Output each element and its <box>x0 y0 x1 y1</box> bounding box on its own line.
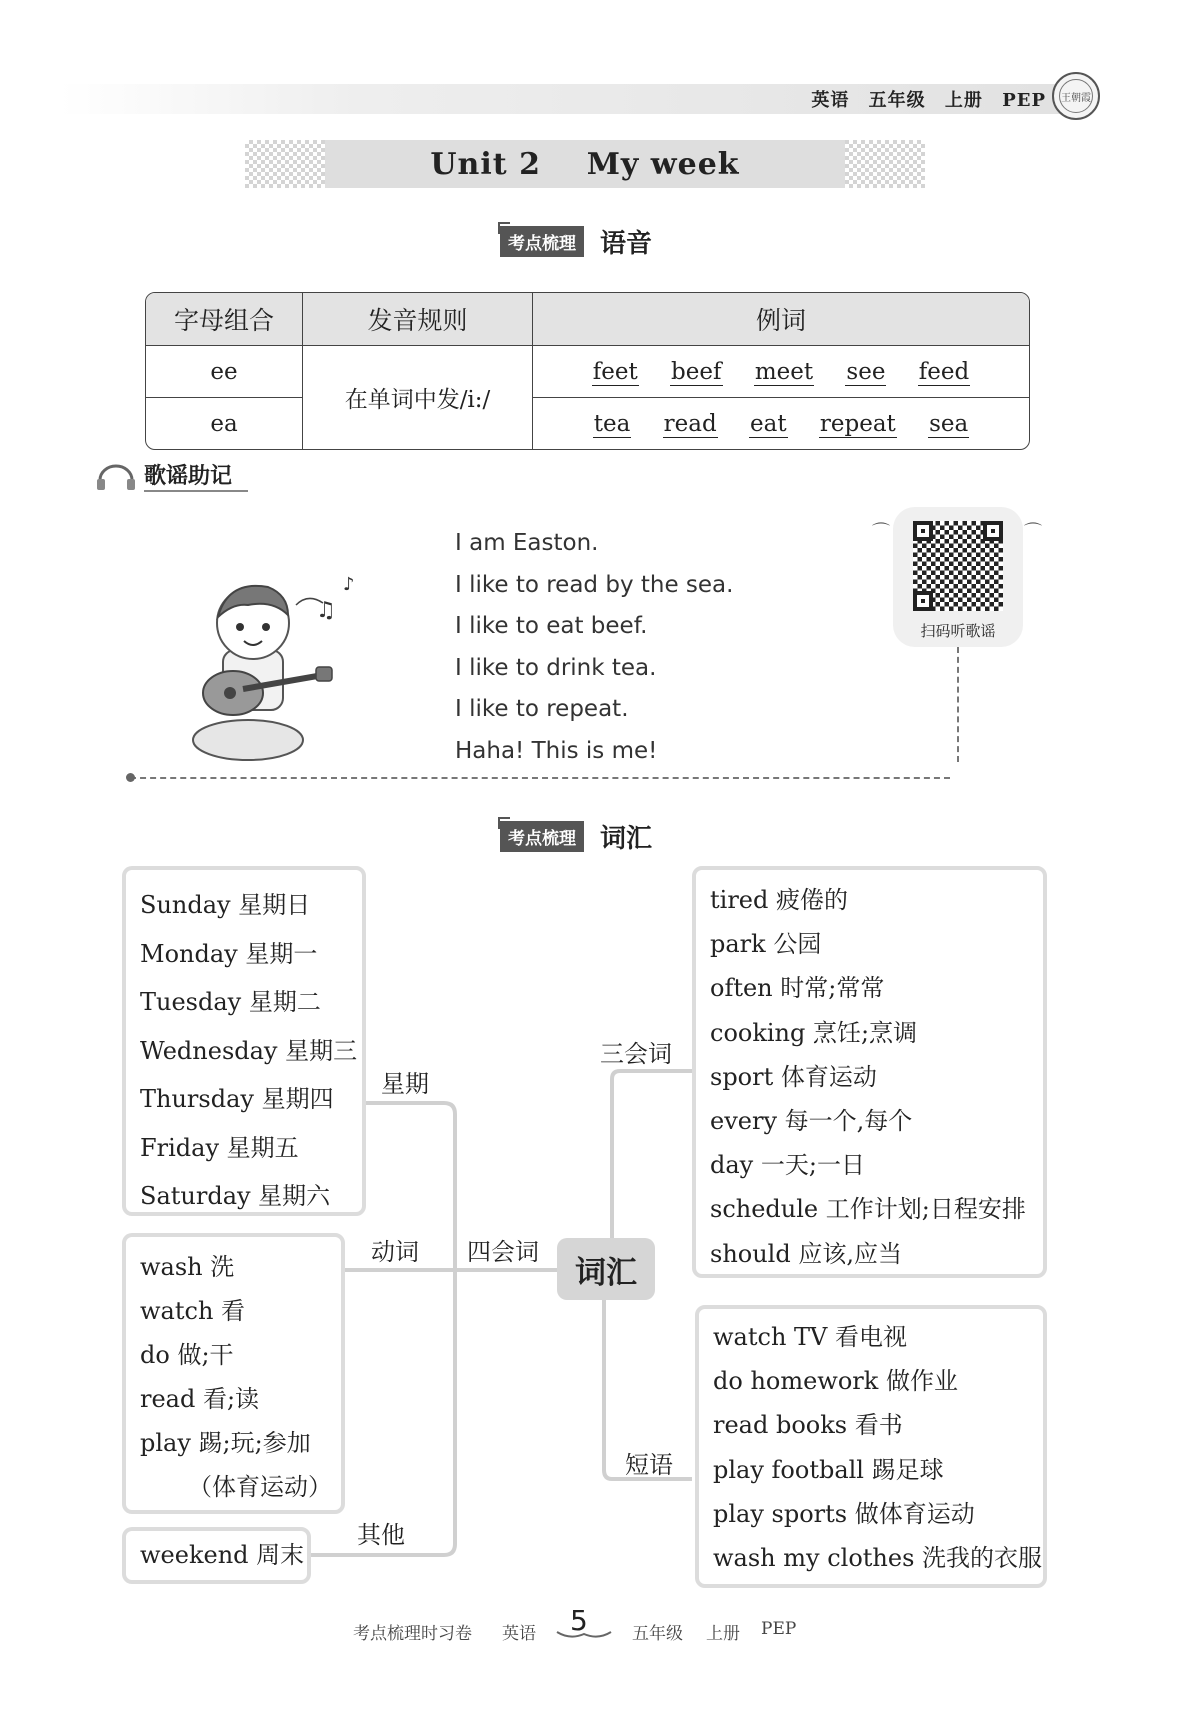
example-word: eat <box>750 410 787 437</box>
list-item: Tuesday 星期二 <box>140 988 321 1016</box>
list-item: Saturday 星期六 <box>140 1182 331 1210</box>
list-item: should 应该,应当 <box>710 1239 902 1268</box>
list-item: cooking 烹饪;烹调 <box>710 1018 918 1047</box>
example-word: tea <box>593 410 631 437</box>
week-days-box <box>122 866 366 1216</box>
list-item: day 一天;一日 <box>710 1151 865 1180</box>
svg-text:♪: ♪ <box>343 574 355 595</box>
list-item: watch 看 <box>140 1297 246 1325</box>
footer-subject: 英语 <box>502 1624 536 1644</box>
list-item: schedule 工作计划;日程安排 <box>710 1195 1026 1224</box>
list-item: read books 看书 <box>713 1411 903 1440</box>
list-item: park 公园 <box>710 930 822 959</box>
combo-cell: ee <box>146 346 303 398</box>
song-line: Haha! This is me! <box>455 737 658 764</box>
header-edition: PEP <box>1002 90 1046 111</box>
phonics-title: 语音 <box>600 229 653 259</box>
combo-cell: ea <box>146 398 303 449</box>
footer-book: 考点梳理时习卷 <box>353 1624 472 1644</box>
list-item: weekend 周末 <box>140 1541 305 1569</box>
page-number: 5 <box>570 1604 588 1637</box>
footer-grade: 五年级 <box>632 1624 683 1644</box>
song-line: I like to eat beef. <box>455 613 648 639</box>
list-item: sport 体育运动 <box>710 1062 877 1091</box>
qr-caption: 扫码听歌谣 <box>920 622 996 640</box>
list-item: tired 疲倦的 <box>710 886 848 914</box>
song-line: I like to repeat. <box>455 696 629 722</box>
list-item: often 时常;常常 <box>710 974 885 1003</box>
list-item: do homework 做作业 <box>713 1367 958 1396</box>
header-volume: 上册 <box>944 90 983 111</box>
seal-text: 王朝霞 <box>1059 79 1093 113</box>
list-item: Thursday 星期四 <box>140 1085 334 1113</box>
phrases-label: 短语 <box>625 1451 673 1479</box>
example-word: feed <box>918 358 970 385</box>
example-word: meet <box>754 358 814 385</box>
list-item: do 做;干 <box>140 1341 234 1369</box>
col-header-rule: 发音规则 <box>303 293 533 346</box>
song-line: I am Easton. <box>455 530 599 556</box>
vocab-center-node: 词汇 <box>557 1238 655 1300</box>
week-label: 星期 <box>381 1070 429 1098</box>
list-item: Sunday 星期日 <box>140 891 311 919</box>
section-tag: 考点梳理 <box>500 226 584 257</box>
example-word: read <box>663 410 717 437</box>
list-item: wash my clothes 洗我的衣服 <box>713 1544 1043 1573</box>
other-box <box>122 1527 311 1584</box>
arc-left-icon: ⌒ <box>872 522 890 543</box>
song-line: I like to drink tea. <box>455 654 657 681</box>
song-label-text: 歌谣助记 <box>144 459 248 492</box>
header-subject: 英语 <box>811 90 850 111</box>
other-label: 其他 <box>357 1521 405 1549</box>
four-skill-label: 四会词 <box>467 1238 539 1266</box>
list-item: play sports 做体育运动 <box>713 1499 975 1528</box>
example-word: see <box>846 358 886 385</box>
phrases-box <box>695 1305 1047 1588</box>
example-word: sea <box>929 410 969 437</box>
unit-title: Unit 2 My week <box>325 140 845 188</box>
col-header-combo: 字母组合 <box>146 293 303 346</box>
list-item: read 看;读 <box>140 1385 260 1413</box>
song-line: I like to read by the sea. <box>455 571 734 598</box>
section-tag: 考点梳理 <box>500 821 584 852</box>
rule-cell: 在单词中发/i:/ <box>303 346 533 449</box>
col-header-examples: 例词 <box>533 293 1029 346</box>
vocab-title: 词汇 <box>600 824 653 854</box>
list-item: Monday 星期一 <box>140 939 318 968</box>
list-item: every 每一个,每个 <box>710 1107 913 1136</box>
verb-label: 动词 <box>371 1238 419 1266</box>
three-skill-words-box <box>692 866 1047 1278</box>
list-item: play football 踢足球 <box>713 1455 944 1484</box>
three-skill-label: 三会词 <box>600 1040 672 1068</box>
example-word: feet <box>592 358 638 385</box>
footer-volume: 上册 <box>706 1624 740 1644</box>
list-item: Wednesday 星期三 <box>140 1036 358 1065</box>
svg-text:♫: ♫ <box>316 598 336 623</box>
list-item: wash 洗 <box>140 1253 235 1281</box>
footer-edition: PEP <box>761 1619 797 1639</box>
list-item: Friday 星期五 <box>140 1133 299 1162</box>
example-word: repeat <box>819 410 896 437</box>
list-item: watch TV 看电视 <box>713 1323 907 1351</box>
example-word: beef <box>671 358 722 385</box>
list-item: play 踢;玩;参加 <box>140 1429 311 1457</box>
list-item: （体育运动） <box>188 1473 332 1501</box>
arc-right-icon: ⌒ <box>1024 522 1042 543</box>
verbs-box <box>122 1233 345 1514</box>
header-grade: 五年级 <box>868 90 926 111</box>
